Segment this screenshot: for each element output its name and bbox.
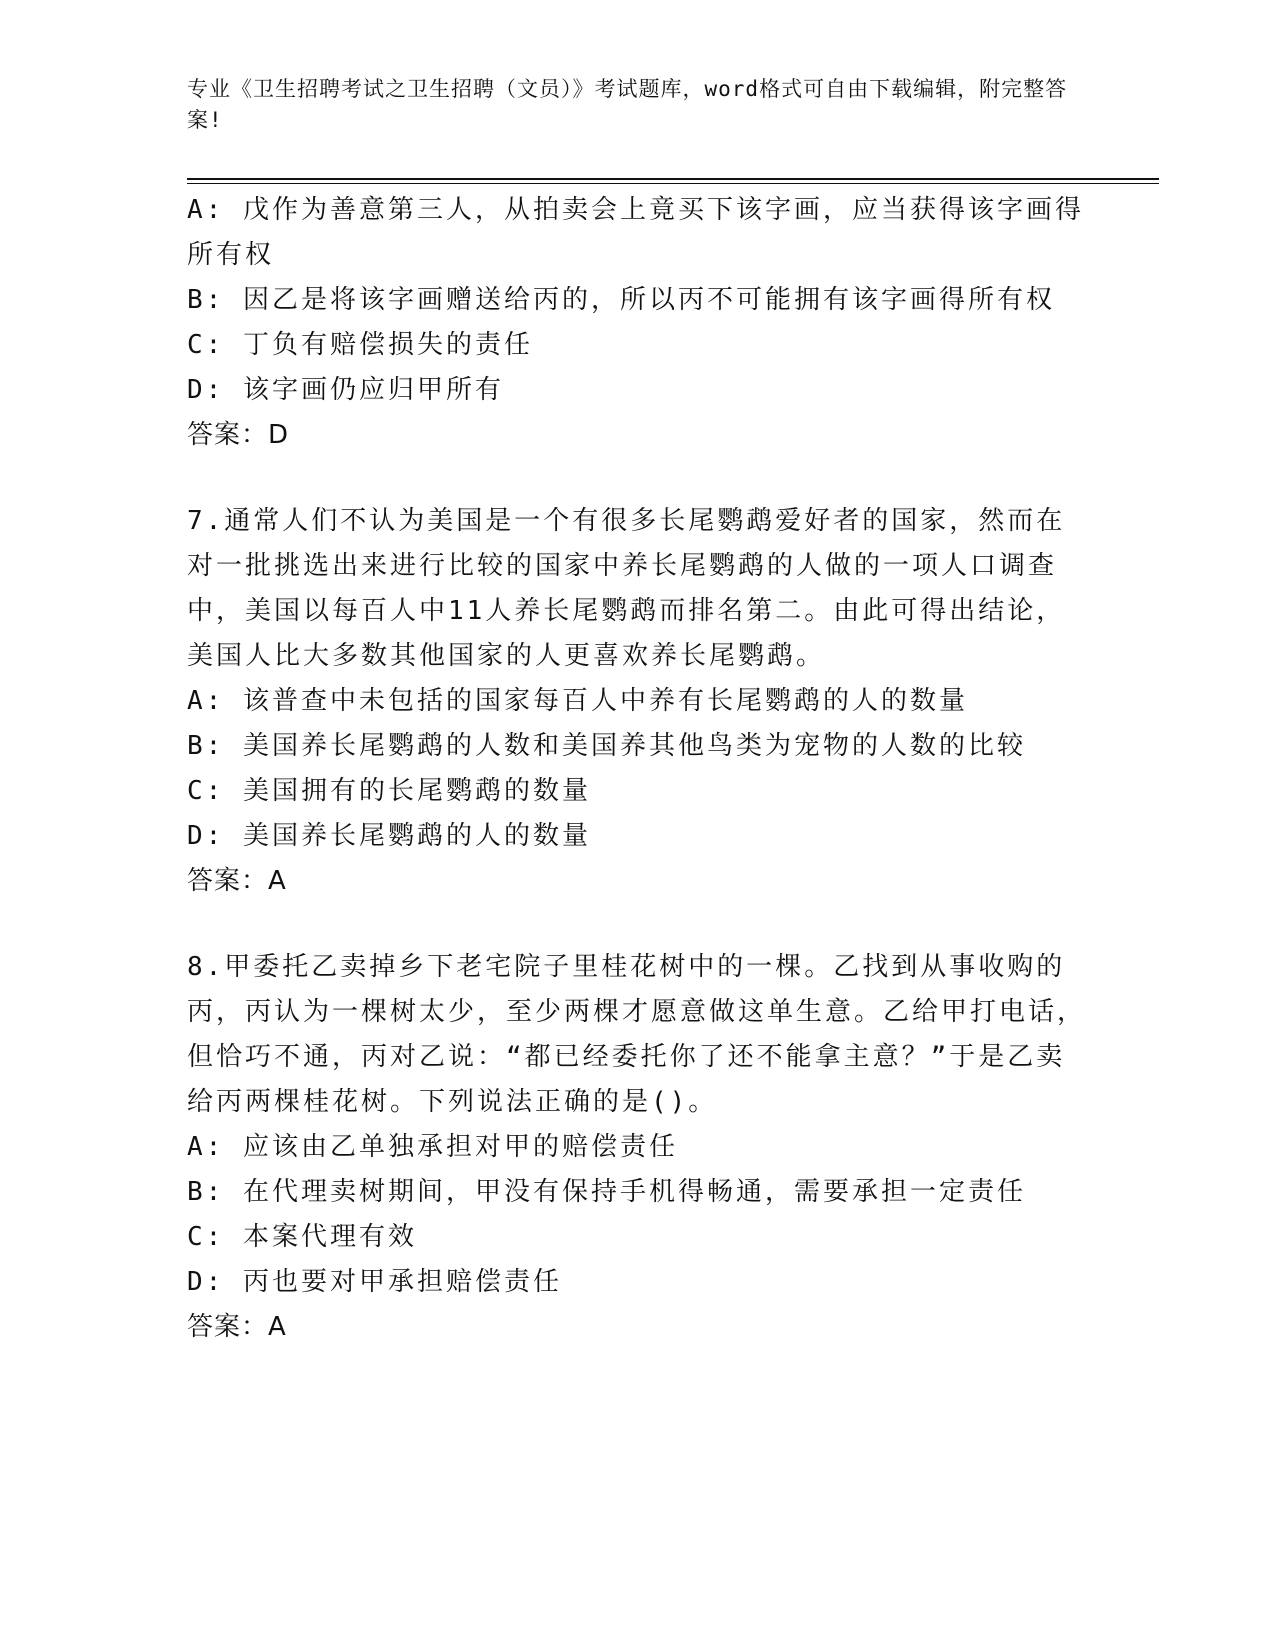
question-7 [187, 499, 1087, 904]
option-d: D: 美国养长尾鹦鹉的人的数量 [187, 821, 591, 851]
answer: 答案：D [187, 420, 290, 450]
option-a: A: 戊作为善意第三人，从拍卖会上竟买下该字画，应当获得该字画得所有权 [187, 195, 1084, 270]
document-body [187, 188, 1087, 1350]
option-b: B: 在代理卖树期间，甲没有保持手机得畅通，需要承担一定责任 [187, 1177, 1026, 1207]
question-8 [187, 945, 1087, 1350]
option-d: D: 丙也要对甲承担赔偿责任 [187, 1267, 562, 1297]
header-divider [187, 178, 1159, 184]
answer: 答案：A [187, 1312, 287, 1342]
option-c: C: 丁负有赔偿损失的责任 [187, 330, 533, 360]
question-stem: 8.甲委托乙卖掉乡下老宅院子里桂花树中的一棵。乙找到从事收购的丙，丙认为一棵树太少，至少两棵才愿意做这单生意。乙给甲打电话，但恰巧不通，丙对乙说：“都已经委托你了还不能拿主意？”于是乙卖给丙两棵桂花树。下列说法正确的是()。 [187, 952, 1087, 1117]
option-d: D: 该字画仍应归甲所有 [187, 375, 504, 405]
option-a: A: 该普查中未包括的国家每百人中养有长尾鹦鹉的人的数量 [187, 686, 968, 716]
option-c: C: 本案代理有效 [187, 1222, 417, 1252]
answer: 答案：A [187, 866, 287, 896]
option-a: A: 应该由乙单独承担对甲的赔偿责任 [187, 1132, 678, 1162]
option-b: B: 因乙是将该字画赠送给丙的，所以丙不可能拥有该字画得所有权 [187, 285, 1055, 315]
question-stem: 7.通常人们不认为美国是一个有很多长尾鹦鹉爱好者的国家，然而在对一批挑选出来进行比较的国家中养长尾鹦鹉的人做的一项人口调查中，美国以每百人中11人养长尾鹦鹉而排名第二。由此可得出结论，美国人比大多数其他国家的人更喜欢养长尾鹦鹉。 [187, 506, 1066, 671]
question-6-continued [187, 188, 1087, 458]
option-c: C: 美国拥有的长尾鹦鹉的数量 [187, 776, 591, 806]
option-b: B: 美国养长尾鹦鹉的人数和美国养其他鸟类为宠物的人数的比较 [187, 731, 1026, 761]
document-header: 专业《卫生招聘考试之卫生招聘（文员）》考试题库，word格式可自由下载编辑，附完整答案! [187, 77, 1068, 132]
